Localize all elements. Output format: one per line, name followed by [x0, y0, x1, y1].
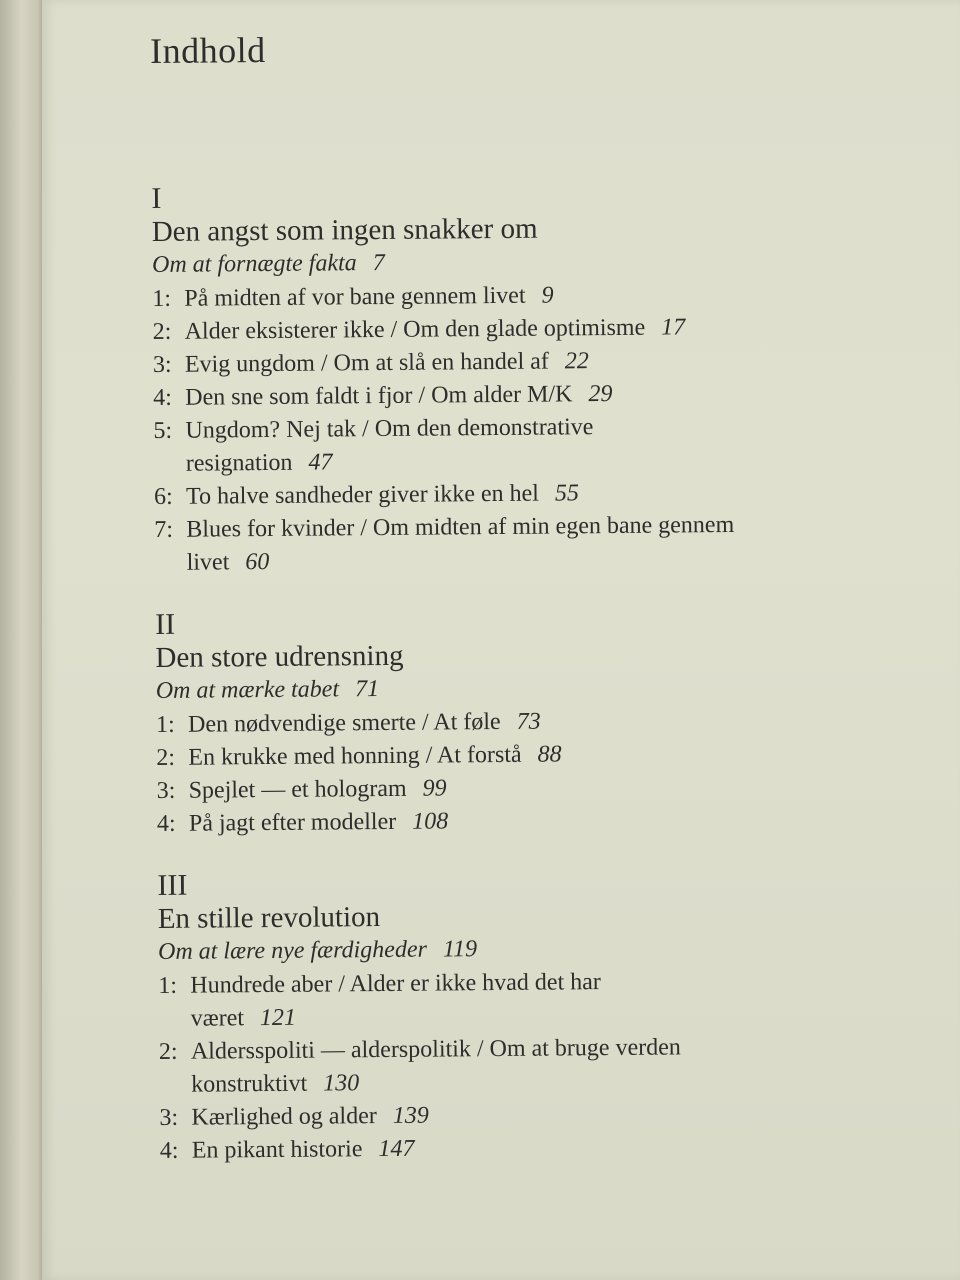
part-intro — [156, 668, 916, 707]
part-title: Den store udrensning — [155, 639, 404, 674]
part-intro — [152, 242, 912, 281]
chapter-title: Ungdom? Nej tak / Om den demonstrative resignation — [185, 414, 594, 477]
chapter-entry — [154, 509, 735, 580]
page-number: 55 — [554, 480, 580, 507]
part-numeral: II — [155, 607, 176, 641]
chapter-list — [156, 702, 917, 841]
chapter-entry — [158, 966, 629, 1036]
page-number: 29 — [588, 380, 613, 408]
chapter-title: Evig ungdom / Om at slå en handel af — [184, 348, 549, 378]
adjacent-page-edge — [0, 0, 44, 1280]
part-intro — [158, 929, 918, 968]
page-number: 60 — [245, 548, 270, 576]
table-of-contents — [150, 23, 920, 1196]
page-title: Indhold — [150, 29, 266, 71]
part-title: En stille revolution — [157, 901, 381, 935]
page-number: 147 — [378, 1135, 415, 1163]
chapter-number: 2: — [158, 1038, 178, 1065]
page-number: 47 — [308, 449, 333, 476]
chapter-number: 2: — [156, 744, 176, 771]
page-number: 139 — [392, 1102, 429, 1129]
page-number: 99 — [422, 775, 447, 802]
chapter-number: 6: — [153, 483, 173, 510]
page-number: 73 — [516, 708, 541, 735]
chapter-number: 1: — [152, 285, 172, 312]
intro-text: Om at fornægte fakta — [151, 250, 357, 278]
chapter-title: På midten af vor bane gennem livet — [184, 282, 526, 312]
chapter-title: Den sne som faldt i fjor / Om alder M/K — [185, 381, 573, 411]
part-3 — [157, 862, 920, 1168]
page-number: 108 — [412, 808, 449, 835]
chapter-list — [158, 963, 920, 1168]
chapter-title: På jagt efter modeller — [188, 808, 397, 837]
page-number: 71 — [354, 676, 380, 703]
chapter-entry — [153, 410, 674, 481]
chapter-title: Blues for kvinder / Om midten af min egen bane gennem livet — [186, 511, 735, 576]
chapter-title: En pikant historie — [191, 1136, 363, 1164]
part-numeral: I — [151, 181, 162, 215]
page-number: 121 — [259, 1004, 297, 1032]
chapter-number: 3: — [159, 1104, 179, 1131]
page-number: 7 — [372, 249, 385, 277]
page-number: 88 — [537, 741, 562, 768]
chapter-entry — [159, 1031, 760, 1102]
chapter-entry — [153, 375, 913, 415]
chapter-number: 3: — [152, 351, 172, 378]
chapter-number: 2: — [152, 318, 172, 345]
part-2 — [155, 601, 917, 841]
part-title: Den angst som ingen snakker om — [151, 212, 538, 248]
chapter-number: 1: — [155, 711, 175, 738]
chapter-number: 4: — [156, 810, 176, 837]
chapter-number: 7: — [154, 516, 174, 543]
page-number: 119 — [442, 936, 478, 963]
chapter-title: Kærlighed og alder — [191, 1103, 377, 1131]
chapter-title: Den nødvendige smerte / At føle — [187, 708, 501, 738]
book-page — [42, 0, 960, 1280]
chapter-list — [152, 276, 915, 580]
chapter-entry — [154, 474, 914, 514]
chapter-title: Alder eksisterer ikke / Om den glade optimisme — [184, 314, 646, 345]
chapter-number: 1: — [158, 972, 178, 999]
part-numeral: III — [157, 868, 188, 902]
chapter-number: 4: — [159, 1137, 179, 1164]
part-1 — [151, 175, 914, 580]
chapter-number: 4: — [153, 384, 172, 411]
chapter-title: Spejlet — et hologram — [188, 775, 407, 804]
page-number: 17 — [661, 314, 686, 341]
chapter-number: 5: — [153, 417, 173, 444]
chapter-entry — [160, 1128, 920, 1168]
chapter-number: 3: — [156, 777, 176, 804]
chapter-title: Hundrede aber / Alder er ikke hvad det har været — [190, 969, 601, 1032]
page-number: 130 — [323, 1070, 360, 1097]
chapter-title: To halve sandheder giver ikke en hel — [185, 480, 540, 510]
chapter-entry — [157, 801, 917, 841]
chapter-title: Aldersspoliti — alderspolitik / Om at bruge verden konstruktivt — [190, 1034, 681, 1098]
intro-text: Om at mærke tabet — [155, 676, 340, 704]
intro-text: Om at lære nye færdigheder — [157, 936, 428, 965]
page-number: 9 — [541, 282, 554, 309]
page-number: 22 — [564, 348, 589, 375]
chapter-title: En krukke med honning / At forstå — [188, 741, 522, 771]
